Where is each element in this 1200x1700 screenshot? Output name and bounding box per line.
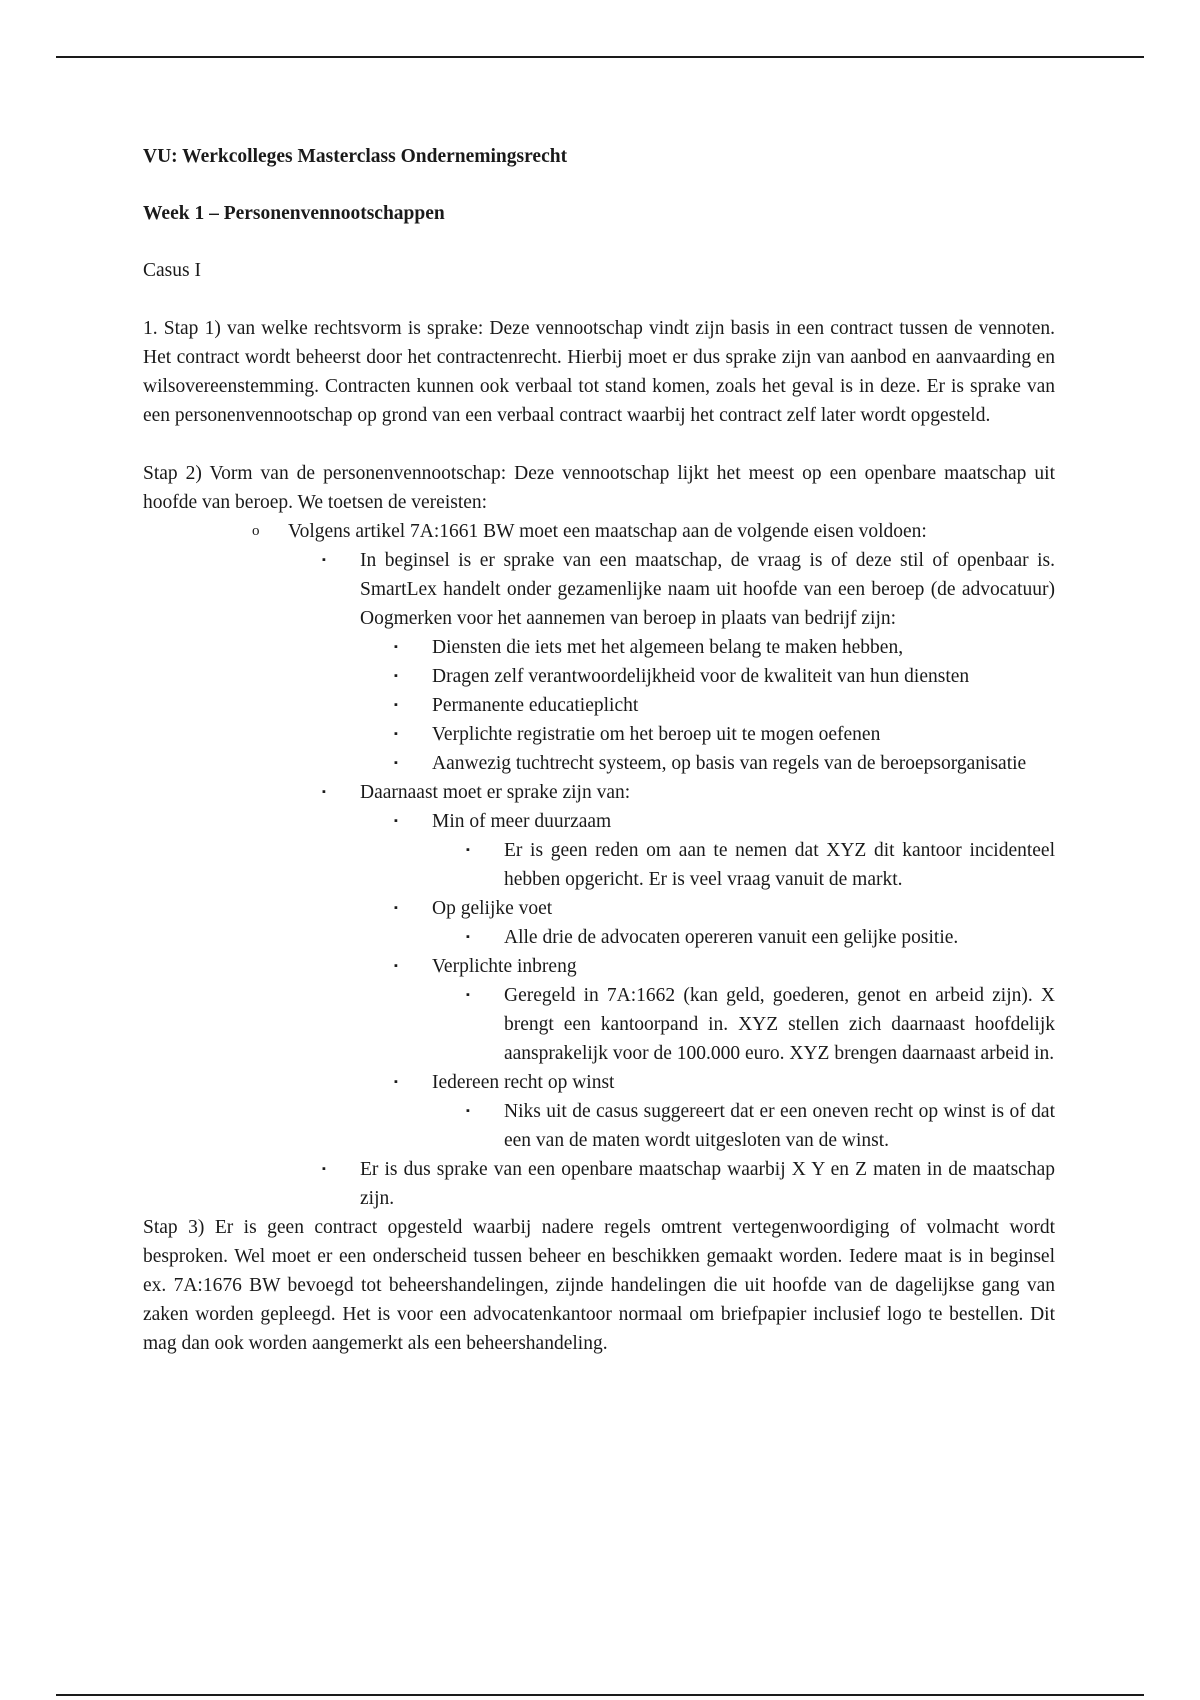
square-bullet-icon: ▪ — [322, 554, 326, 566]
square-bullet-icon: ▪ — [322, 786, 326, 798]
top-rule — [56, 56, 1144, 58]
list-item — [394, 691, 1055, 720]
list-item-text: Diensten die iets met het algemeen belang te maken hebben, — [432, 637, 904, 658]
list-item-text: Iedereen recht op winst — [432, 1072, 615, 1093]
document-title: VU: Werkcolleges Masterclass Ondernemingsrecht — [143, 146, 568, 167]
list-item — [466, 923, 1055, 952]
circle-bullet-icon: o — [252, 523, 260, 539]
list-item-text: Daarnaast moet er sprake zijn van: — [360, 782, 631, 803]
document-body — [143, 142, 1055, 1358]
square-bullet-icon: ▪ — [322, 1163, 326, 1175]
list-item — [394, 1068, 1055, 1155]
square-bullet-icon: ▪ — [394, 728, 398, 740]
list-item — [394, 749, 1055, 778]
paragraph-step-3: Stap 3) Er is geen contract opgesteld waarbij nadere regels omtrent vertegenwoordiging of volmacht wordt besproken. Wel moet er een onderscheid tussen beheer en beschikken gemaakt worden. Iedere maat is in beginsel ex. 7A:1676 BW bevoegd tot beheershandelingen, zijnde handelingen die uit hoofde van de dagelijkse gang van zaken worden gepleegd. Het is voor een advocatenkantoor normaal om briefpapier inclusief logo te bestellen. Dit mag dan ook worden aangemerkt als een beheershandeling. — [143, 1217, 1055, 1354]
square-bullet-icon: ▪ — [466, 989, 470, 1001]
casus-label: Casus I — [143, 260, 201, 281]
list-item-text: Er is dus sprake van een openbare maatschap waarbij X Y en Z maten in de maatschap zijn. — [360, 1159, 1055, 1209]
list-item-text: Volgens artikel 7A:1661 BW moet een maatschap aan de volgende eisen voldoen: — [288, 521, 927, 542]
list-item — [466, 1097, 1055, 1155]
requirements-list — [252, 517, 1055, 1213]
list-item-text: Min of meer duurzaam — [432, 811, 612, 832]
paragraph-step-2: Stap 2) Vorm van de personenvennootschap: Deze vennootschap lijkt het meest op een openbare maatschap uit hoofde van beroep. We toetsen de vereisten: — [143, 463, 1055, 513]
list-item-text: Niks uit de casus suggereert dat er een oneven recht op winst is of dat een van de maten wordt uitgesloten van de winst. — [504, 1101, 1055, 1151]
square-bullet-icon: ▪ — [394, 670, 398, 682]
list-item-text: Verplichte registratie om het beroep uit te mogen oefenen — [432, 724, 881, 745]
list-item-text: Verplichte inbreng — [432, 956, 577, 977]
paragraph-step-1: 1. Stap 1) van welke rechtsvorm is sprake: Deze vennootschap vindt zijn basis in een contract tussen de vennoten. Het contract wordt beheerst door het contractenrecht. Hierbij moet er dus sprake zijn van aanbod en aanvaarding en wilsovereenstemming. Contracten kunnen ook verbaal tot stand komen, zoals het geval is in deze. Er is sprake van een personenvennootschap op grond van een verbaal contract waarbij het contract zelf later wordt opgesteld. — [143, 318, 1055, 426]
list-item — [394, 894, 1055, 952]
list-item — [322, 1155, 1055, 1213]
square-bullet-icon: ▪ — [394, 960, 398, 972]
sublist — [466, 1097, 1055, 1155]
list-item-text: In beginsel is er sprake van een maatschap, de vraag is of deze stil of openbaar is. SmartLex handelt onder gezamenlijke naam uit hoofde van een beroep (de advocatuur) Oogmerken voor het aannemen van beroep in plaats van bedrijf zijn: — [360, 550, 1055, 629]
square-bullet-icon: ▪ — [394, 699, 398, 711]
list-item — [394, 720, 1055, 749]
sublist — [466, 981, 1055, 1068]
week-heading: Week 1 – Personenvennootschappen — [143, 203, 445, 224]
list-item-text: Op gelijke voet — [432, 898, 553, 919]
square-bullet-icon: ▪ — [394, 1076, 398, 1088]
list-item — [466, 981, 1055, 1068]
square-bullet-icon: ▪ — [466, 1105, 470, 1117]
list-item-text: Aanwezig tuchtrecht systeem, op basis van regels van de beroepsorganisatie — [432, 753, 1027, 774]
sublist — [394, 807, 1055, 1155]
list-item — [252, 517, 1055, 1213]
sublist — [322, 546, 1055, 1213]
square-bullet-icon: ▪ — [394, 815, 398, 827]
list-item-text: Permanente educatieplicht — [432, 695, 639, 716]
sublist — [466, 923, 1055, 952]
sublist — [466, 836, 1055, 894]
list-item-text: Er is geen reden om aan te nemen dat XYZ dit kantoor incidenteel hebben opgericht. Er is veel vraag vanuit de markt. — [504, 840, 1055, 890]
square-bullet-icon: ▪ — [394, 641, 398, 653]
square-bullet-icon: ▪ — [394, 902, 398, 914]
list-item — [394, 662, 1055, 691]
list-item — [394, 633, 1055, 662]
square-bullet-icon: ▪ — [466, 931, 470, 943]
sublist — [394, 633, 1055, 778]
list-item-text: Alle drie de advocaten opereren vanuit een gelijke positie. — [504, 927, 959, 948]
list-item — [322, 778, 1055, 1155]
square-bullet-icon: ▪ — [466, 844, 470, 856]
square-bullet-icon: ▪ — [394, 757, 398, 769]
bottom-rule — [56, 1694, 1144, 1696]
list-item — [322, 546, 1055, 778]
list-item-text: Geregeld in 7A:1662 (kan geld, goederen, genot en arbeid zijn). X brengt een kantoorpand in. XYZ stellen zich daarnaast hoofdelijk aansprakelijk voor de 100.000 euro. XYZ brengen daarnaast arbeid in. — [504, 985, 1055, 1064]
list-item-text: Dragen zelf verantwoordelijkheid voor de kwaliteit van hun diensten — [432, 666, 970, 687]
list-item — [394, 952, 1055, 1068]
list-item — [466, 836, 1055, 894]
list-item — [394, 807, 1055, 894]
